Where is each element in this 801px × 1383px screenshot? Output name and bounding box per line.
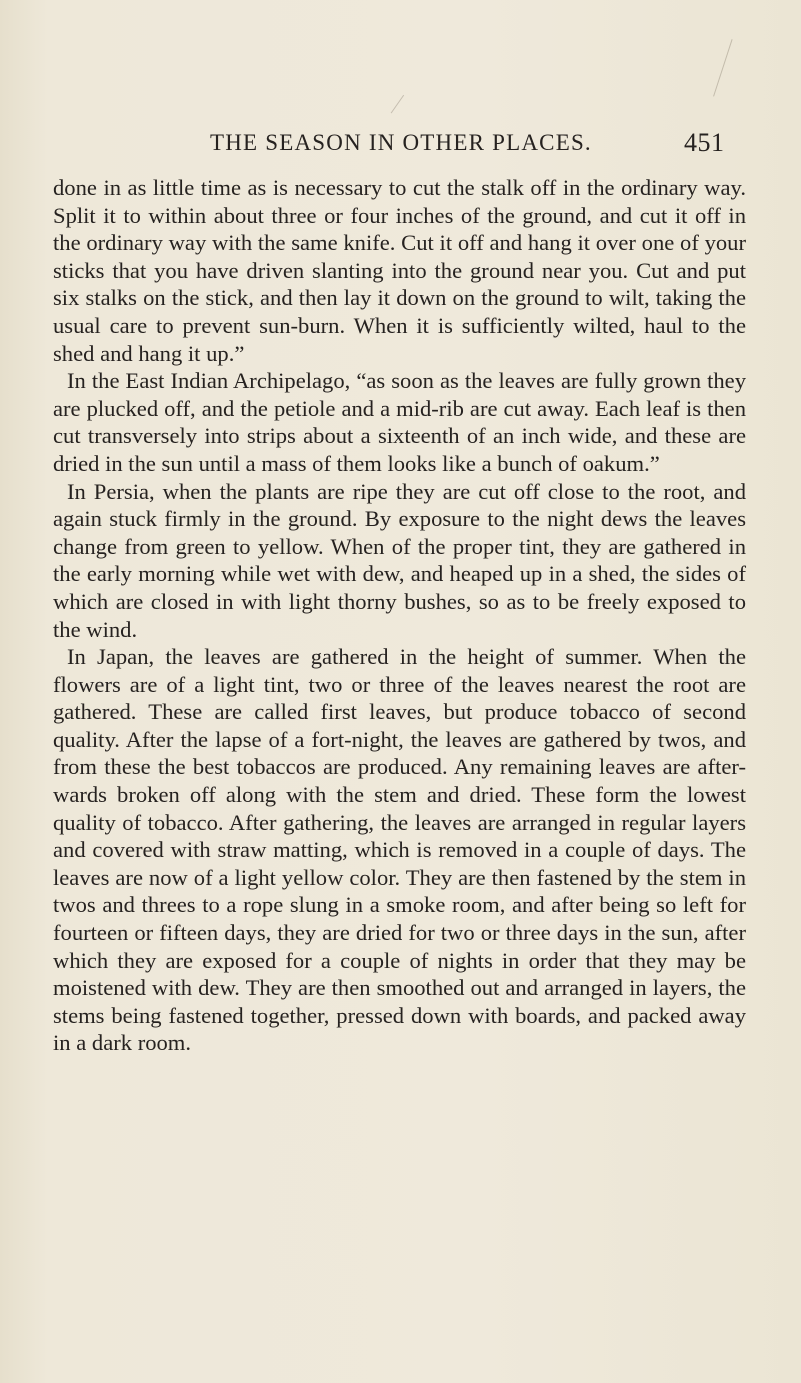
paragraph: In Japan, the leaves are gathered in the height of summer. When the flowers are of a light tint, two or three of the leaves nearest the root are gathered. These are called first leaves, but produce tobacco of second quality. After the lapse of a fort-night, the leaves are gathered by twos, and from these the best tobaccos are produced. Any remaining leaves are after-wards broken off along with the stem and dried. These form the lowest quality of tobacco. After gathering, the leaves are arranged in regular layers and covered with straw matting, which is removed in a couple of days. The leaves are now of a light yellow color. They are then fastened by the stem in twos and threes to a rope slung in a smoke room, and after being so left for fourteen or fifteen days, they are dried for two or three days in the sun, after which they are exposed for a couple of nights in order that they may be moistened with dew. They are then smoothed out and arranged in layers, the stems being fastened together, pressed down with boards, and packed away in a dark room.	[53, 644, 746, 1056]
pencil-mark	[391, 95, 413, 119]
paragraph: In Persia, when the plants are ripe they are cut off close to the root, and again stuck firmly in the ground. By exposure to the night dews the leaves change from green to yellow. When of the proper tint, they are gathered in the early morning while wet with dew, and heaped up in a shed, the sides of which are closed in with light thorny bushes, so as to be freely exposed to the wind.	[53, 478, 746, 642]
paragraph: done in as little time as is necessary to cut the stalk off in the ordinary way. Split it to within about three or four inches of the ground, and cut it off in the ordinary way with the same knife. Cut it off and hang it over one of your sticks that you have driven slanting into the ground near you. Cut and put six stalks on the stick, and then lay it down on the ground to wilt, taking the usual care to prevent sun-burn. When it is sufficiently wilted, haul to the shed and hang it up.”	[53, 175, 746, 366]
page-number: 451	[684, 128, 725, 157]
pencil-mark	[713, 39, 746, 101]
body-text	[53, 174, 746, 1057]
running-title: THE SEASON IN OTHER PLACES.	[210, 130, 592, 155]
paragraph: In the East Indian Archipelago, “as soon as the leaves are fully grown they are plucked off, and the petiole and a mid-rib are cut away. Each leaf is then cut transversely into strips about a sixteenth of an inch wide, and these are dried in the sun until a mass of them looks like a bunch of oakum.”	[53, 368, 746, 476]
